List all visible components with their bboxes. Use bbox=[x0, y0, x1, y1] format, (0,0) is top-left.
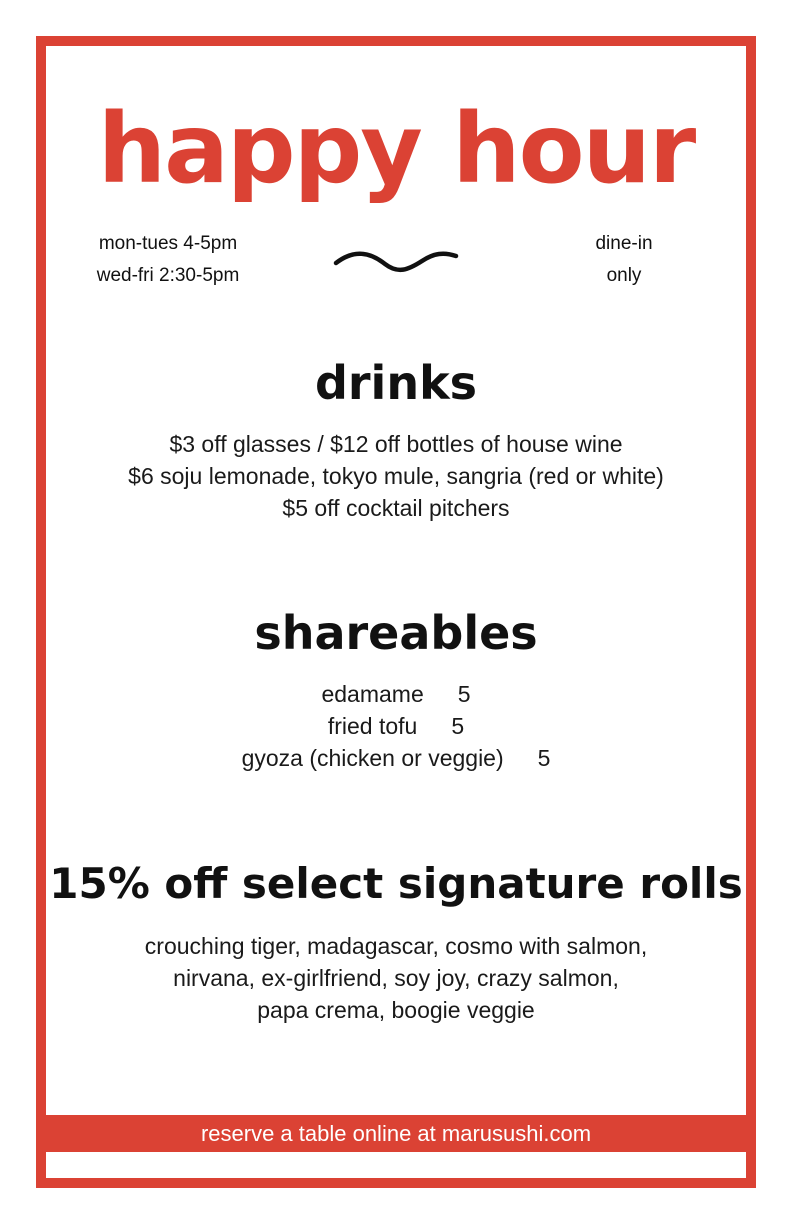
drinks-line: $3 off glasses / $12 off bottles of house wine bbox=[169, 431, 623, 457]
reservation-banner: reserve a table online at marusushi.com bbox=[46, 1115, 746, 1152]
shareables-heading: shareables bbox=[254, 606, 538, 660]
drinks-line: $6 soju lemonade, tokyo mule, sangria (red or white) bbox=[128, 463, 664, 489]
squiggle-divider-icon bbox=[330, 244, 462, 278]
menu-title: happy hour bbox=[97, 93, 695, 205]
shareable-price: 5 bbox=[457, 681, 471, 707]
dine-in-note bbox=[556, 228, 692, 292]
shareable-price: 5 bbox=[537, 745, 551, 771]
hours-line: mon-tues 4-5pm bbox=[98, 233, 238, 254]
dine-in-line: dine-in bbox=[595, 233, 653, 254]
dine-in-line: only bbox=[606, 265, 642, 286]
rolls-heading: 15% off select signature rolls bbox=[49, 859, 743, 908]
rolls-line: crouching tiger, madagascar, cosmo with salmon, bbox=[144, 933, 648, 959]
shareable-price: 5 bbox=[451, 713, 465, 739]
rolls-line: papa crema, boogie veggie bbox=[257, 997, 535, 1023]
shareable-item bbox=[0, 678, 792, 710]
drinks-heading: drinks bbox=[314, 356, 478, 410]
drinks-line: $5 off cocktail pitchers bbox=[282, 495, 510, 521]
shareable-item bbox=[0, 710, 792, 742]
shareable-name: fried tofu bbox=[327, 713, 418, 739]
hours-block bbox=[68, 228, 268, 292]
hours-line: wed-fri 2:30-5pm bbox=[96, 265, 240, 286]
rolls-list bbox=[0, 930, 792, 1026]
shareable-item bbox=[0, 742, 792, 774]
shareables-list bbox=[0, 678, 792, 774]
drinks-list bbox=[0, 428, 792, 524]
shareable-name: edamame bbox=[321, 681, 424, 707]
rolls-line: nirvana, ex-girlfriend, soy joy, crazy salmon, bbox=[173, 965, 619, 991]
shareable-name: gyoza (chicken or veggie) bbox=[241, 745, 504, 771]
